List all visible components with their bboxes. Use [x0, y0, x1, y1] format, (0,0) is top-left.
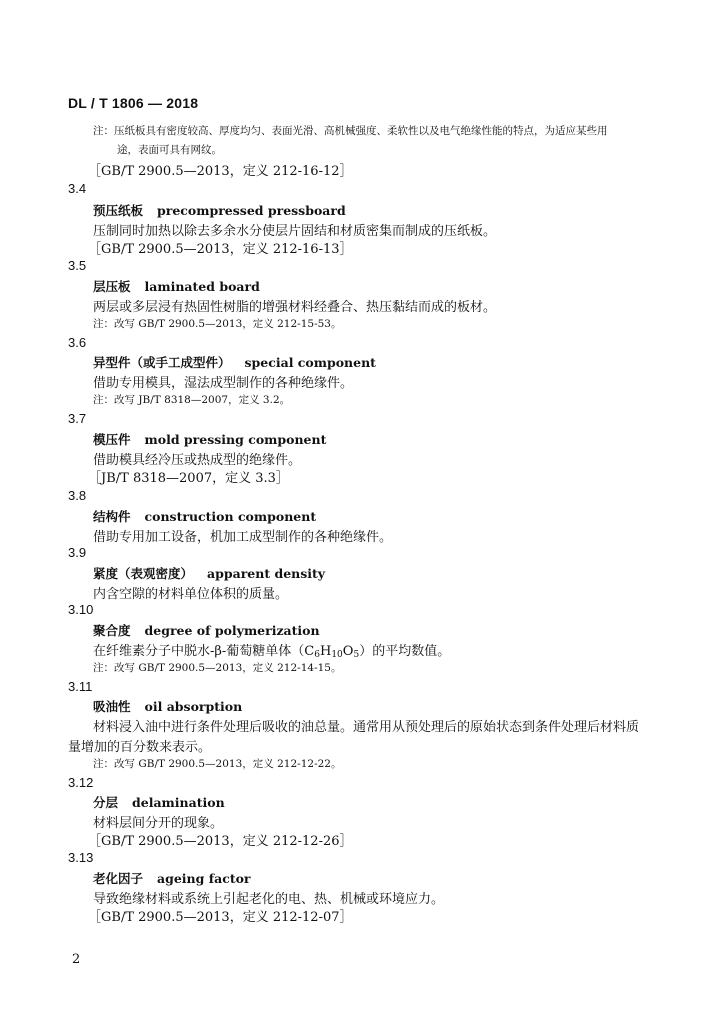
term-definition: 两层或多层浸有热固性树脂的增强材料经叠合、热压黏结而成的板材。 [93, 300, 497, 315]
term-zh: 层压板 [93, 279, 131, 294]
note-text: 注：压纸板具有密度较高、厚度均匀、表面光滑、高机械强度、柔软性以及电气绝缘性能的特点，为适应某些用 [93, 125, 608, 137]
reference: ［JB/T 8318—2007，定义 3.3］ [88, 471, 289, 486]
term-number: 3.11 [68, 679, 93, 694]
term-number: 3.10 [68, 602, 94, 617]
note-text-continued: 途，表面可具有网纹。 [117, 144, 222, 156]
term-heading [93, 277, 260, 295]
term-definition: 导致绝缘材料或系统上引起老化的电、热、机械或环境应力。 [93, 892, 445, 907]
term-definition: 压制同时加热以除去多余水分使层片固结和材质密集而制成的压纸板。 [93, 224, 497, 239]
term-heading [93, 793, 225, 811]
term-heading [93, 697, 242, 715]
page-number: 2 [72, 952, 81, 967]
term-heading [93, 353, 376, 371]
term-zh: 老化因子 [93, 871, 144, 886]
note-text: 注：改写 GB/T 2900.5—2013，定义 212-14-15。 [93, 662, 342, 674]
term-number: 3.6 [68, 335, 87, 350]
term-en: oil absorption [144, 699, 243, 714]
definition-text: H [319, 644, 332, 659]
term-zh: 模压件 [93, 432, 131, 447]
definition-text: ）的平均数值。 [359, 644, 451, 659]
term-heading [93, 869, 251, 887]
term-definition: 借助专用模具，湿法成型制作的各种绝缘件。 [93, 376, 354, 391]
term-number: 3.7 [68, 411, 87, 426]
term-zh: 分层 [93, 795, 119, 810]
term-definition: 借助专用加工设备，机加工成型制作的各种绝缘件。 [93, 530, 393, 545]
term-number: 3.9 [68, 545, 87, 560]
term-en: construction component [144, 509, 317, 524]
term-number: 3.5 [68, 258, 87, 273]
subscript: 10 [331, 650, 343, 660]
term-en: ageing factor [157, 871, 251, 886]
term-number: 3.13 [68, 850, 94, 865]
term-en: apparent density [207, 566, 326, 581]
term-zh: 预压纸板 [93, 203, 144, 218]
reference: ［GB/T 2900.5—2013，定义 212-12-07］ [88, 910, 353, 925]
subscript: 6 [314, 650, 320, 660]
note-text: 注：改写 JB/T 8318—2007，定义 3.2。 [93, 394, 291, 406]
term-zh: 结构件 [93, 509, 131, 524]
term-en: delamination [132, 795, 225, 810]
term-zh: 聚合度 [93, 623, 131, 638]
note-text: 注：改写 GB/T 2900.5—2013，定义 212-12-22。 [93, 758, 342, 770]
term-heading [93, 621, 320, 639]
term-heading [93, 564, 325, 582]
term-definition-continued: 量增加的百分数来表示。 [68, 740, 212, 755]
term-definition: 内含空隙的材料单位体积的质量。 [93, 587, 289, 602]
term-en: laminated board [144, 279, 260, 294]
term-heading [93, 507, 316, 525]
term-en: mold pressing component [144, 432, 327, 447]
term-definition: 材料层间分开的现象。 [93, 816, 224, 831]
term-definition [93, 640, 450, 659]
reference: ［GB/T 2900.5—2013，定义 212-12-26］ [88, 834, 353, 849]
term-heading [93, 430, 326, 448]
document-header: DL / T 1806 — 2018 [68, 95, 199, 111]
definition-text: 在纤维素分子中脱水-β-葡萄糖单体（C [93, 644, 315, 659]
term-heading [93, 201, 346, 219]
term-en: precompressed pressboard [157, 203, 346, 218]
term-zh: 吸油性 [93, 699, 131, 714]
reference: ［GB/T 2900.5—2013，定义 212-16-13］ [88, 242, 353, 257]
term-zh: 异型件（或手工成型件） [93, 355, 231, 370]
term-definition: 材料浸入油中进行条件处理后吸收的油总量。通常用从预处理后的原始状态到条件处理后材料质 [93, 720, 640, 735]
term-zh: 紧度（表观密度） [93, 566, 194, 581]
term-definition: 借助模具经冷压或热成型的绝缘件。 [93, 453, 302, 468]
term-number: 3.12 [68, 775, 94, 790]
subscript: 5 [353, 650, 360, 660]
term-number: 3.4 [68, 181, 87, 196]
term-en: degree of polymerization [144, 623, 320, 638]
term-en: special component [244, 355, 376, 370]
definition-text: O [342, 644, 354, 659]
reference: ［GB/T 2900.5—2013，定义 212-16-12］ [88, 164, 353, 179]
note-text: 注：改写 GB/T 2900.5—2013，定义 212-15-53。 [93, 318, 342, 330]
term-number: 3.8 [68, 488, 87, 503]
